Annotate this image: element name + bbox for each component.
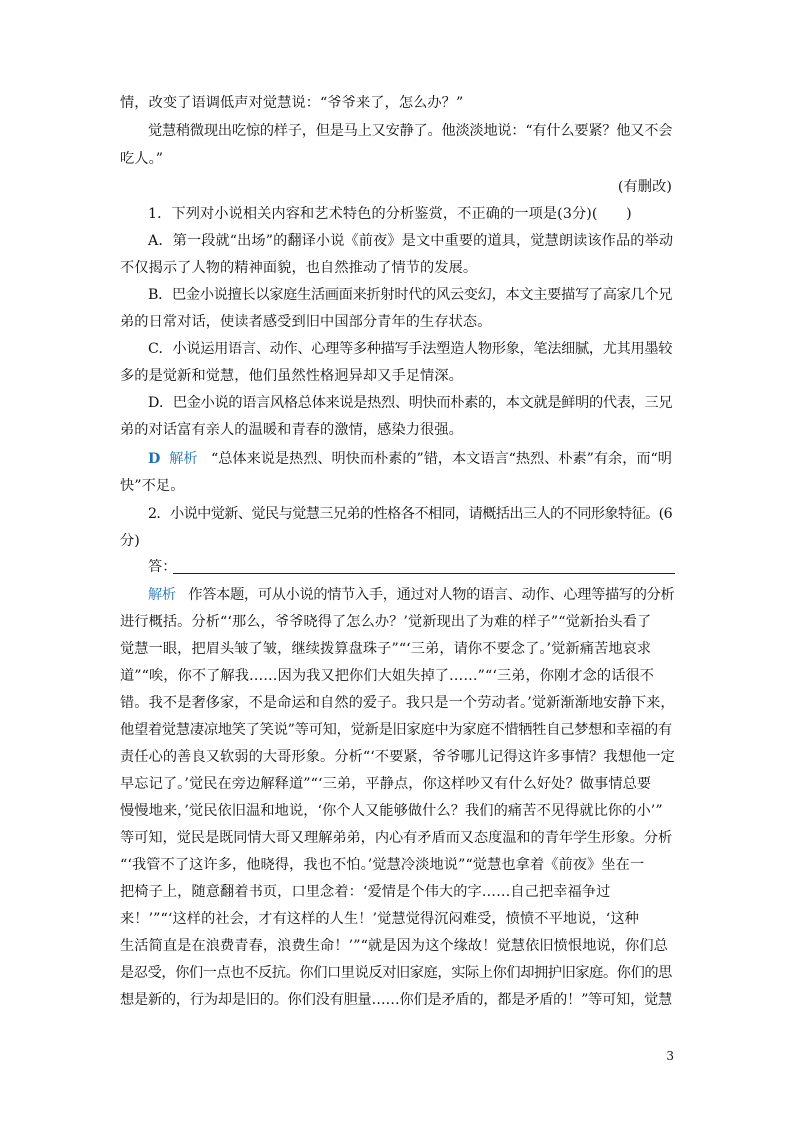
analysis-line: 早忘记了。’觉民在旁边解释道”“‘三弟，平静点，你这样吵又有什么好处？做事情总要 — [120, 776, 652, 792]
analysis-label: 解析 — [169, 451, 198, 467]
analysis-line: 他望着觉慧凄凉地笑了笑说”等可知，觉新是旧家庭中为家庭不惜牺牲自己梦想和幸福的有 — [120, 722, 673, 738]
option-d-cont: 弟的对话富有亲人的温暖和青春的激情，感染力很强。 — [120, 422, 463, 438]
source-note: (有删改) — [617, 179, 672, 195]
passage-line: 情，改变了语调低声对觉慧说：“爷爷来了，怎么办？” — [120, 95, 464, 111]
question-2-stem: 2．小说中觉新、觉民与觉慧三兄弟的性格各不相同，请概括出三人的不同形象特征。(6 — [148, 506, 673, 522]
analysis-text-cont: 快”不足。 — [120, 478, 185, 494]
analysis-line: 把椅子上，随意翻着书页，口里念着：‘爱情是个伟大的字……自己把幸福争过 — [120, 884, 611, 900]
option-b: B．巴金小说擅长以家庭生活画面来折射时代的风云变幻，本文主要描写了高家几个兄 — [148, 287, 673, 303]
analysis-line: 是忍受，你们一点也不反抗。你们口里说反对旧家庭，实际上你们却拥护旧家庭。你们的思 — [120, 965, 672, 981]
analysis-line: 责任心的善良又软弱的大哥形象。分析“‘不要紧，爷爷哪儿记得这许多事情？我想他一定 — [120, 749, 675, 765]
option-a: A．第一段就“出场”的翻译小说《前夜》是文中重要的道具，觉慧朗读该作品的举动 — [148, 233, 674, 249]
answer-blank-line — [173, 573, 675, 574]
question-1-stem: 1．下列对小说相关内容和艺术特色的分析鉴赏，不正确的一项是(3分)( ) — [148, 206, 632, 222]
analysis-line: 道”“唉，你不了解我……因为我又把你们大姐失掉了……”“‘三弟，你刚才念的话很不 — [120, 668, 655, 684]
option-b-cont: 弟的日常对话，使读者感受到旧中国部分青年的生存状态。 — [120, 314, 492, 330]
option-c: C．小说运用语言、动作、心理等多种描写手法塑造人物形象，笔法细腻，尤其用墨较 — [148, 341, 673, 357]
analysis-line: 慢慢地来，’觉民依旧温和地说，‘你个人又能够做什么？我们的痛苦不见得就比你的小’” — [120, 803, 663, 819]
passage-line: 吃人。” — [120, 151, 164, 167]
analysis-text: 作答本题，可从小说的情节入手，通过对人物的语言、动作、心理等描写的分析 — [188, 587, 675, 603]
analysis-line: 生活简直是在浪费青春，浪费生命！’”“就是因为这个缘故！觉慧依旧愤恨地说，你们总 — [120, 938, 668, 954]
passage-line: 觉慧稍微现出吃惊的样子，但是马上又安静了。他淡淡地说：“有什么要紧？他又不会 — [148, 123, 673, 139]
option-c-cont: 多的是觉新和觉慧，他们虽然性格迥异却又手足情深。 — [120, 368, 463, 384]
analysis-line: 来！’”“‘这样的社会，才有这样的人生！’觉慧觉得沉闷难受，愤愤不平地说，‘这种 — [120, 911, 639, 927]
analysis-line: “‘我管不了这许多，他晓得，我也不怕。’觉慧冷淡地说”“觉慧也拿着《前夜》坐在一 — [120, 857, 645, 873]
answer-analysis-1 — [148, 449, 672, 469]
answer-label: 答： — [148, 559, 177, 575]
option-d: D．巴金小说的语言风格总体来说是热烈、明快而朴素的，本文就是鲜明的代表，三兄 — [148, 395, 673, 411]
analysis-line: 进行概括。分析“‘那么，爷爷晓得了怎么办？’觉新现出了为难的样子”“觉新抬头看了 — [120, 614, 652, 630]
analysis-line — [148, 585, 674, 605]
analysis-line: 等可知，觉民是既同情大哥又理解弟弟，内心有矛盾而又态度温和的青年学生形象。分析 — [120, 830, 673, 846]
analysis-text: “总体来说是热烈、明快而朴素的”错，本文语言“热烈、朴素”有余，而“明 — [211, 451, 672, 467]
analysis-line: 想是新的，行为却是旧的。你们没有胆量……你们是矛盾的，都是矛盾的！”等可知，觉慧 — [120, 992, 673, 1008]
analysis-line: 错。我不是奢侈家，不是命运和自然的爱子。我只是一个劳动者。’觉新渐渐地安静下来， — [120, 695, 675, 711]
question-2-stem-cont: 分) — [120, 533, 140, 549]
option-a-cont: 不仅揭示了人物的精神面貌，也自然推动了情节的发展。 — [120, 260, 478, 276]
page-number: 3 — [666, 1049, 674, 1063]
analysis-label: 解析 — [148, 587, 176, 603]
answer-letter: D — [148, 451, 161, 467]
analysis-line: 觉慧一眼，把眉头皱了皱，继续拨算盘珠子”“‘三弟，请你不要念了。’觉新痛苦地哀求 — [120, 641, 652, 657]
